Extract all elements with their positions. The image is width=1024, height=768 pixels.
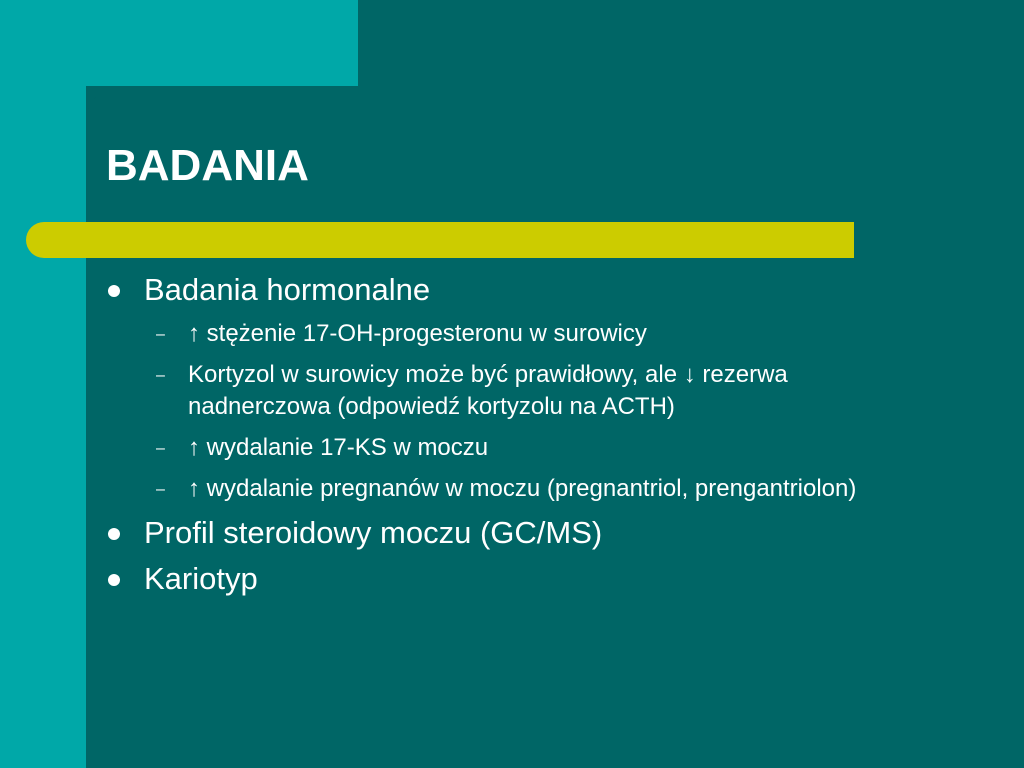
list-item-text: Badania hormonalne bbox=[144, 272, 431, 307]
sub-list-item-text: Kortyzol w surowicy może być prawidłowy, ale ↓ rezerwa nadnerczowa (odpowiedź kortyzolu na ACTH) bbox=[188, 361, 788, 420]
list-item-text: Profil steroidowy moczu (GC/MS) bbox=[144, 515, 603, 550]
list-item-text: Kariotyp bbox=[144, 561, 258, 596]
title-underline-bar bbox=[26, 222, 854, 258]
list-item bbox=[106, 272, 926, 308]
sub-list-item-text: ↑ wydalanie 17-KS w moczu bbox=[188, 434, 489, 461]
dash-icon: – bbox=[156, 481, 165, 498]
bullet-list bbox=[106, 272, 926, 597]
sub-list-item-text: ↑ stężenie 17-OH-progesteronu w surowicy bbox=[188, 320, 647, 347]
sub-list-item bbox=[106, 318, 926, 350]
sub-list-item-text: ↑ wydalanie pregnanów w moczu (pregnantriol, prengantriolon) bbox=[188, 475, 857, 502]
dash-icon: – bbox=[156, 326, 165, 343]
top-decorative-band bbox=[0, 0, 358, 86]
dash-icon: – bbox=[156, 440, 165, 457]
sub-list bbox=[106, 318, 926, 505]
left-decorative-band bbox=[0, 0, 86, 768]
list-item bbox=[106, 561, 926, 597]
sub-list-item bbox=[106, 473, 926, 505]
dash-icon: – bbox=[156, 367, 165, 384]
slide-title: BADANIA bbox=[106, 141, 309, 190]
bullet-dot-icon bbox=[108, 574, 120, 586]
list-item bbox=[106, 515, 926, 551]
sub-list-item bbox=[106, 432, 926, 464]
bullet-dot-icon bbox=[108, 285, 120, 297]
sub-list-item bbox=[106, 359, 926, 423]
bullet-dot-icon bbox=[108, 528, 120, 540]
